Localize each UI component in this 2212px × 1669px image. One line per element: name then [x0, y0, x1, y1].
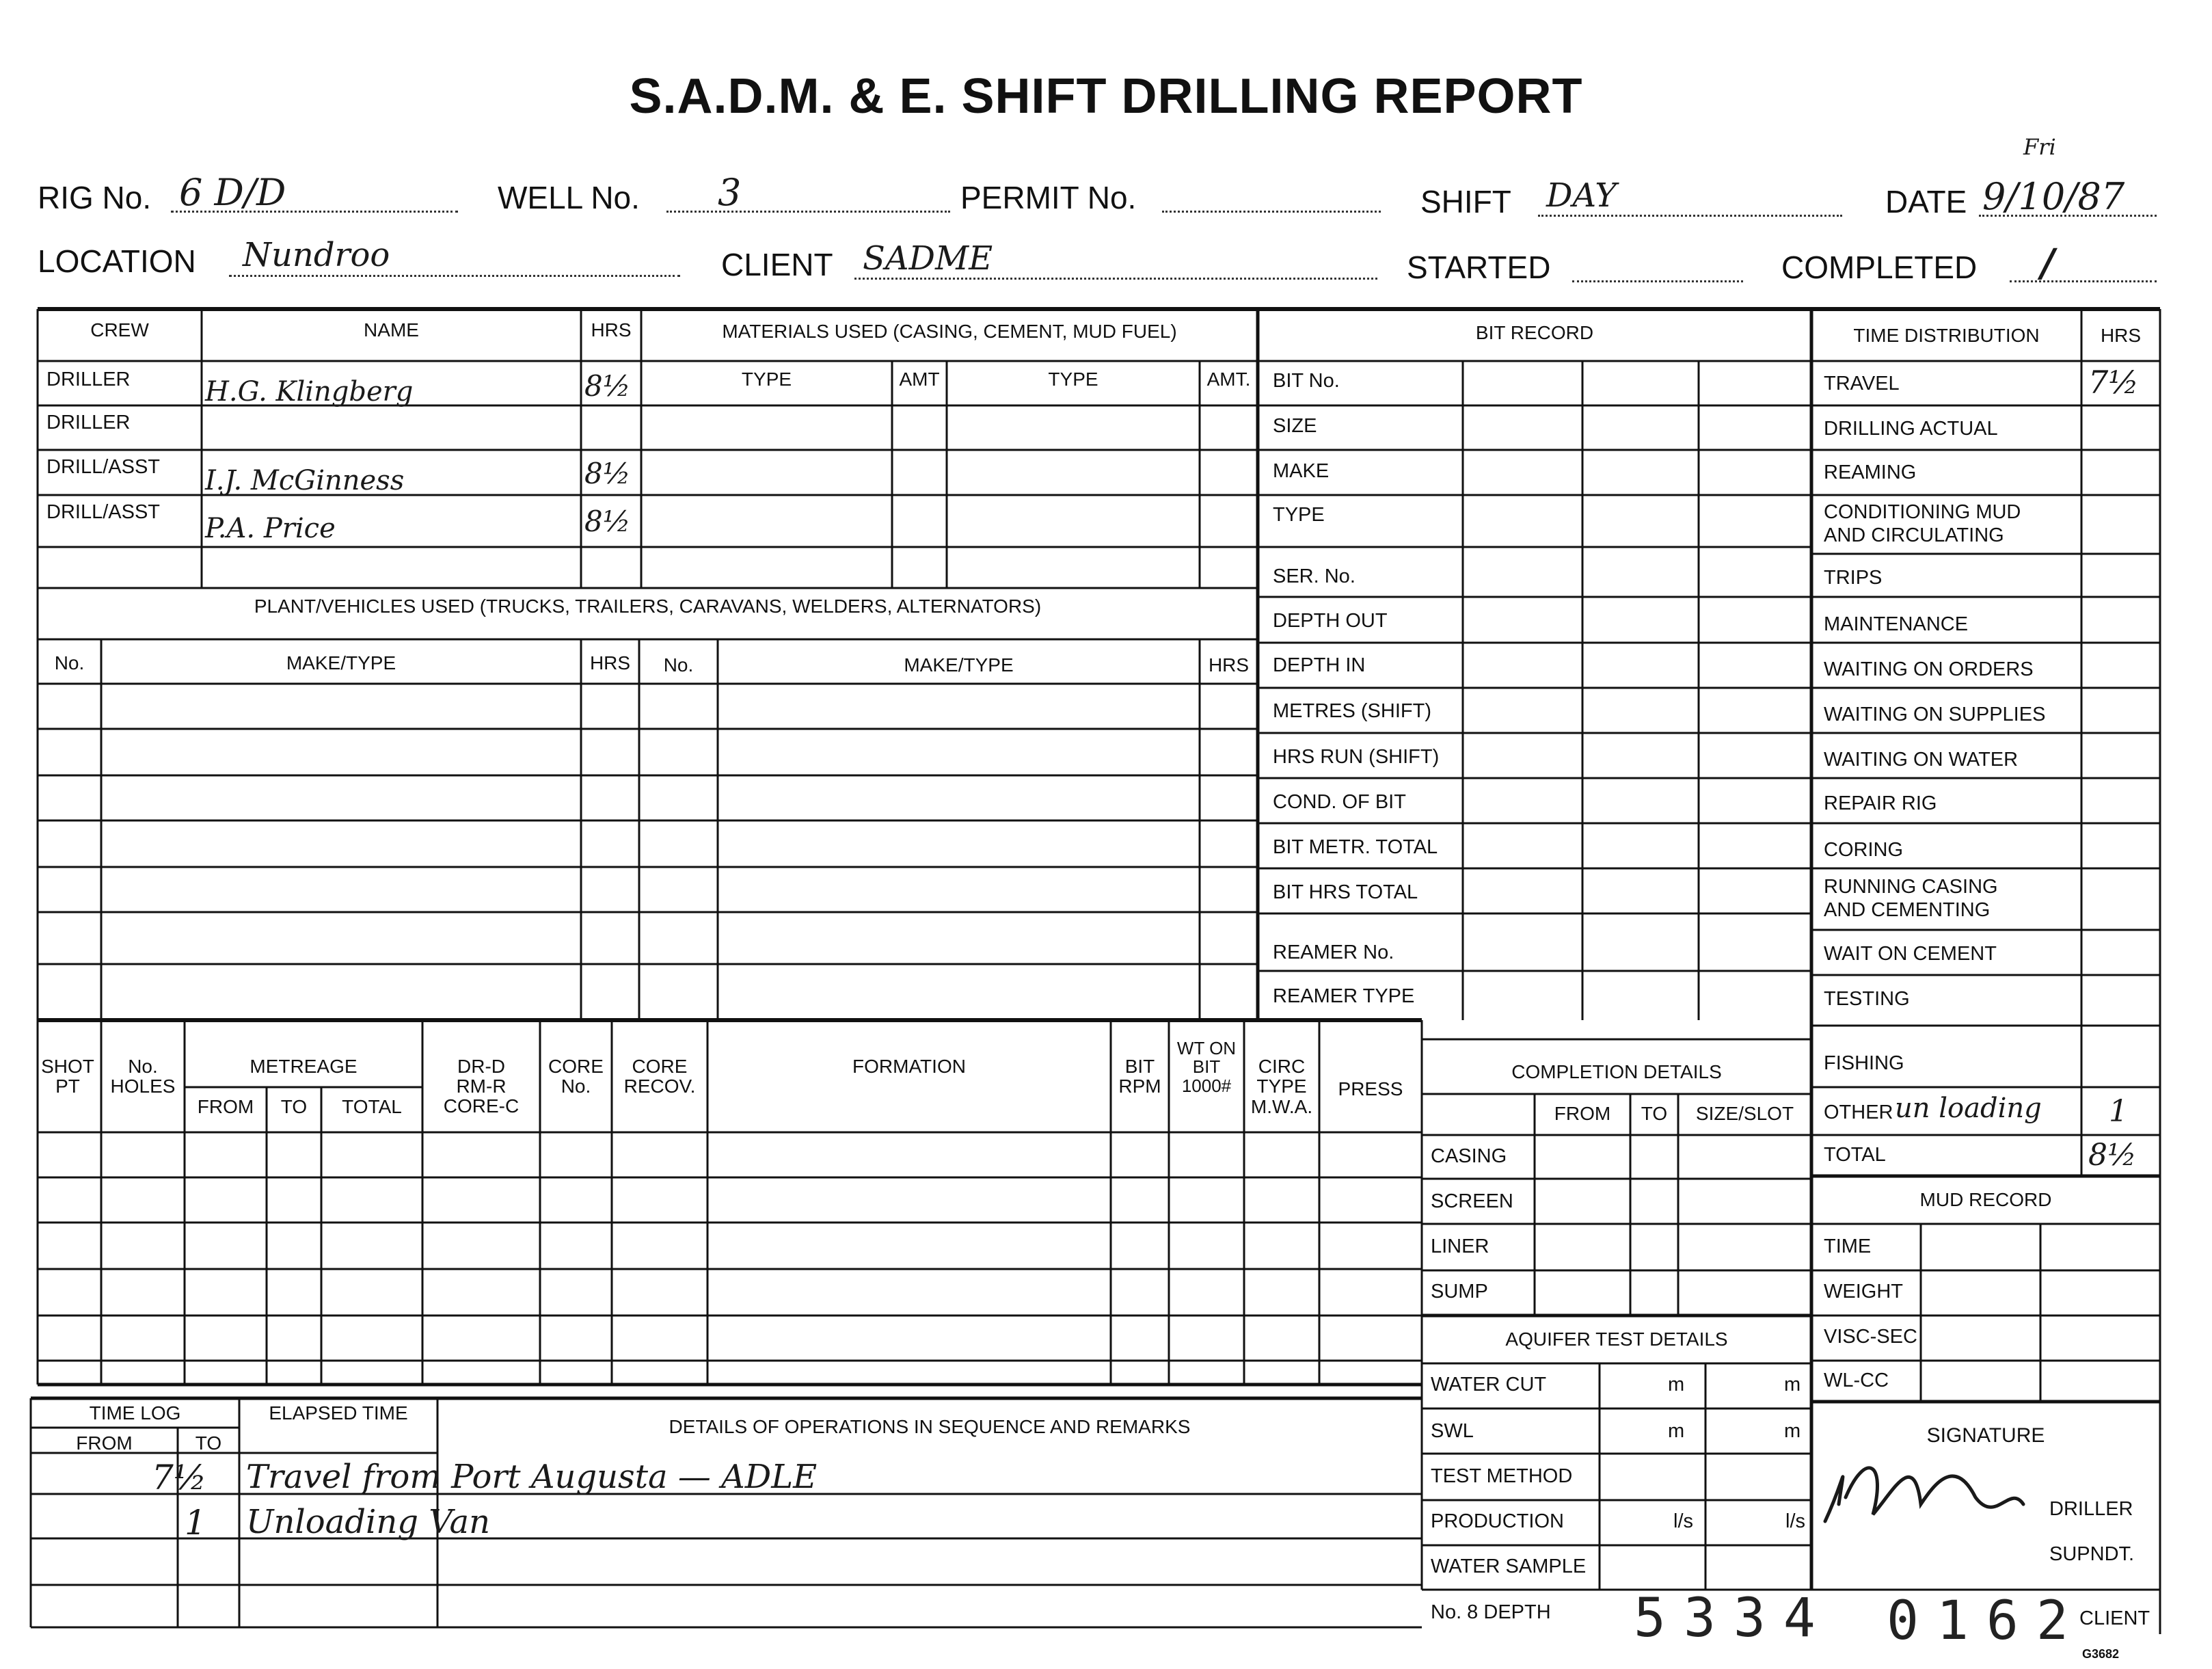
- aquifer-unit: m: [1784, 1420, 1801, 1442]
- materials-amt-header: AMT: [899, 369, 940, 390]
- drd-header: DR-D: [457, 1056, 505, 1077]
- td-label: REAMING: [1824, 462, 1917, 483]
- td-label: FISHING: [1824, 1052, 1904, 1074]
- shift-value[interactable]: DAY: [1546, 176, 1617, 215]
- plant-no-header: No.: [663, 654, 694, 676]
- materials-amt-header: AMT.: [1206, 369, 1251, 390]
- started-label: STARTED: [1407, 250, 1551, 285]
- client-stamp: 0162: [1887, 1590, 2086, 1652]
- aquifer-row-label: WATER CUT: [1431, 1374, 1547, 1396]
- td-label: WAITING ON SUPPLIES: [1824, 704, 2046, 725]
- td-label: MAINTENANCE: [1824, 613, 1969, 635]
- name-col-header: NAME: [364, 319, 419, 341]
- td-label: CORING: [1824, 839, 1903, 861]
- well-label: WELL No.: [498, 180, 640, 215]
- crew-name[interactable]: I.J. McGinness: [205, 465, 405, 496]
- shot-pt-header: SHOT PT: [41, 1056, 94, 1097]
- bit-row-label: BIT No.: [1273, 370, 1340, 392]
- td-label-2: AND CIRCULATING: [1824, 524, 2004, 546]
- crew-name[interactable]: H.G. Klingberg: [205, 376, 414, 408]
- location-value[interactable]: Nundroo: [243, 236, 390, 274]
- details-header: DETAILS OF OPERATIONS IN SEQUENCE AND REMARKS: [669, 1416, 1191, 1437]
- form-code: G3682: [2082, 1647, 2120, 1661]
- completed-value[interactable]: /: [2040, 241, 2055, 286]
- metreage-from-header: FROM: [197, 1096, 254, 1117]
- td-label-2: AND CEMENTING: [1824, 899, 1991, 921]
- signature-title: SIGNATURE: [1926, 1424, 2045, 1447]
- time-log-entry[interactable]: Travel from Port Augusta — ADLE: [246, 1458, 818, 1496]
- signature-supndt-label: SUPNDT.: [2049, 1543, 2135, 1565]
- time-log-to-header: TO: [195, 1432, 222, 1454]
- signature-client-label: CLIENT: [2079, 1607, 2150, 1629]
- crew-hrs[interactable]: 8½: [584, 369, 631, 403]
- td-total-hrs[interactable]: 8½: [2088, 1138, 2137, 1173]
- completion-from-header: FROM: [1554, 1103, 1611, 1124]
- aquifer-row-label: TEST METHOD: [1431, 1465, 1573, 1487]
- rig-label: RIG No.: [38, 180, 152, 215]
- completion-row-label: LINER: [1431, 1236, 1489, 1257]
- completion-to-header: TO: [1641, 1103, 1668, 1124]
- crew-role: DRILL/ASST: [46, 456, 160, 478]
- completion-row-label: CASING: [1431, 1145, 1507, 1167]
- time-log-elapsed[interactable]: 7½: [152, 1458, 207, 1497]
- completion-row-label: SUMP: [1431, 1281, 1488, 1303]
- bit-row-label: DEPTH OUT: [1273, 610, 1388, 632]
- td-hrs[interactable]: 7½: [2088, 364, 2139, 401]
- client-value[interactable]: SADME: [863, 239, 993, 278]
- corec-header: CORE-C: [443, 1095, 520, 1117]
- elapsed-time-header: ELAPSED TIME: [269, 1402, 408, 1424]
- formation-header: FORMATION: [852, 1056, 966, 1077]
- aquifer-unit: m: [1668, 1420, 1685, 1442]
- plant-make-header: MAKE/TYPE: [904, 654, 1014, 676]
- aquifer-row-label: PRODUCTION: [1431, 1510, 1564, 1532]
- circ-type-header: CIRC TYPE M.W.A.: [1250, 1056, 1313, 1117]
- bit-row-label: DEPTH IN: [1273, 654, 1366, 676]
- materials-type-header: TYPE: [1048, 369, 1098, 390]
- aquifer-unit: l/s: [1785, 1510, 1805, 1532]
- td-label: RUNNING CASING: [1824, 876, 1998, 898]
- crew-hrs[interactable]: 8½: [584, 505, 631, 538]
- bit-row-label: BIT HRS TOTAL: [1273, 881, 1418, 903]
- shift-label: SHIFT: [1420, 184, 1511, 219]
- time-log-from-header: FROM: [76, 1432, 133, 1454]
- depth-stamp: 5334: [1634, 1588, 1833, 1649]
- td-label: TOTAL: [1824, 1144, 1886, 1166]
- wt-on-bit-header: WT ON BIT 1000#: [1176, 1038, 1237, 1096]
- bit-row-label: REAMER No.: [1273, 942, 1394, 963]
- metreage-total-header: TOTAL: [342, 1096, 402, 1117]
- core-no-header: CORE No.: [548, 1056, 604, 1097]
- report-title: S.A.D.M. & E. SHIFT DRILLING REPORT: [629, 69, 1583, 124]
- aquifer-title: AQUIFER TEST DETAILS: [1505, 1328, 1728, 1350]
- time-log-title: TIME LOG: [89, 1402, 181, 1424]
- crew-col-header: CREW: [90, 319, 149, 341]
- td-label: TRIPS: [1824, 567, 1883, 589]
- td-label: CONDITIONING MUD: [1824, 501, 2021, 523]
- mud-row-label: TIME: [1824, 1236, 1872, 1257]
- time-distribution-title: TIME DISTRIBUTION: [1853, 325, 2040, 346]
- permit-label: PERMIT No.: [960, 180, 1137, 215]
- aquifer-row-label: No. 8 DEPTH: [1431, 1601, 1551, 1623]
- client-label: CLIENT: [721, 247, 833, 282]
- materials-title: MATERIALS USED (CASING, CEMENT, MUD FUEL): [722, 321, 1177, 342]
- press-header: PRESS: [1338, 1078, 1403, 1099]
- crew-name[interactable]: P.A. Price: [205, 513, 336, 544]
- bit-row-label: BIT METR. TOTAL: [1273, 836, 1438, 858]
- bit-row-label: HRS RUN (SHIFT): [1273, 746, 1440, 768]
- bit-row-label: SER. No.: [1273, 565, 1355, 587]
- td-other-note[interactable]: un loading: [1895, 1093, 2042, 1124]
- bit-row-label: COND. OF BIT: [1273, 791, 1406, 813]
- bit-record-title: BIT RECORD: [1475, 322, 1594, 343]
- aquifer-unit: l/s: [1673, 1510, 1693, 1532]
- completion-row-label: SCREEN: [1431, 1190, 1513, 1212]
- metreage-header: METREAGE: [249, 1056, 358, 1077]
- plant-make-header: MAKE/TYPE: [286, 652, 396, 673]
- aquifer-row-label: WATER SAMPLE: [1431, 1555, 1587, 1577]
- metreage-to-header: TO: [280, 1096, 308, 1117]
- crew-role: DRILL/ASST: [46, 501, 160, 523]
- td-label: WAIT ON CEMENT: [1824, 943, 1997, 965]
- td-label: WAITING ON WATER: [1824, 749, 2019, 771]
- core-recov-header: CORE RECOV.: [623, 1056, 696, 1097]
- date-label: DATE: [1885, 184, 1967, 219]
- time-log-entry[interactable]: Unloading Van: [246, 1503, 490, 1541]
- bit-row-label: SIZE: [1273, 415, 1317, 437]
- plant-hrs-header: HRS: [1208, 654, 1250, 676]
- td-label: DRILLING ACTUAL: [1824, 418, 1998, 440]
- rig-value[interactable]: 6 D/D: [179, 171, 286, 214]
- td-label: TRAVEL: [1824, 373, 1900, 395]
- aquifer-row-label: SWL: [1431, 1420, 1474, 1442]
- date-value[interactable]: 9/10/87: [1982, 175, 2125, 218]
- plant-hrs-header: HRS: [589, 652, 631, 673]
- completed-label: COMPLETED: [1781, 250, 1978, 285]
- crew-role: DRILLER: [46, 369, 131, 390]
- crew-hrs[interactable]: 8½: [584, 457, 631, 490]
- no-holes-header: No. HOLES: [110, 1056, 176, 1097]
- td-hrs[interactable]: 1: [2109, 1094, 2128, 1129]
- mud-record-title: MUD RECORD: [1919, 1189, 2052, 1210]
- bit-row-label: TYPE: [1273, 504, 1325, 526]
- td-label: REPAIR RIG: [1824, 792, 1937, 814]
- completion-size-header: SIZE/SLOT: [1695, 1103, 1794, 1124]
- crew-hrs-header: HRS: [591, 319, 632, 341]
- plant-title: PLANT/VEHICLES USED (TRUCKS, TRAILERS, CARAVANS, WELDERS, ALTERNATORS): [254, 596, 1042, 617]
- plant-no-header: No.: [54, 652, 85, 673]
- location-label: LOCATION: [38, 243, 196, 279]
- crew-role: DRILLER: [46, 412, 131, 433]
- mud-row-label: VISC-SEC: [1824, 1326, 1917, 1348]
- rmr-header: RM-R: [456, 1076, 507, 1097]
- bit-row-label: REAMER TYPE: [1273, 985, 1415, 1007]
- bit-row-label: MAKE: [1273, 460, 1330, 482]
- mud-row-label: WEIGHT: [1824, 1281, 1903, 1303]
- time-distribution-hrs-header: HRS: [2100, 325, 2142, 346]
- mud-row-label: WL-CC: [1824, 1370, 1889, 1391]
- time-log-elapsed[interactable]: 1: [185, 1503, 206, 1543]
- date-note: Fri: [2023, 134, 2056, 160]
- td-label: OTHER: [1824, 1101, 1893, 1123]
- signature-driller-label: DRILLER: [2049, 1498, 2133, 1520]
- td-label: WAITING ON ORDERS: [1824, 658, 2034, 680]
- td-label: TESTING: [1824, 988, 1910, 1010]
- aquifer-unit: m: [1784, 1374, 1801, 1396]
- well-value[interactable]: 3: [718, 171, 742, 214]
- bit-rpm-header: BIT RPM: [1118, 1056, 1161, 1097]
- bit-row-label: METRES (SHIFT): [1273, 700, 1431, 722]
- aquifer-unit: m: [1668, 1374, 1685, 1396]
- completion-title: COMPLETION DETAILS: [1511, 1061, 1722, 1082]
- materials-type-header: TYPE: [741, 369, 792, 390]
